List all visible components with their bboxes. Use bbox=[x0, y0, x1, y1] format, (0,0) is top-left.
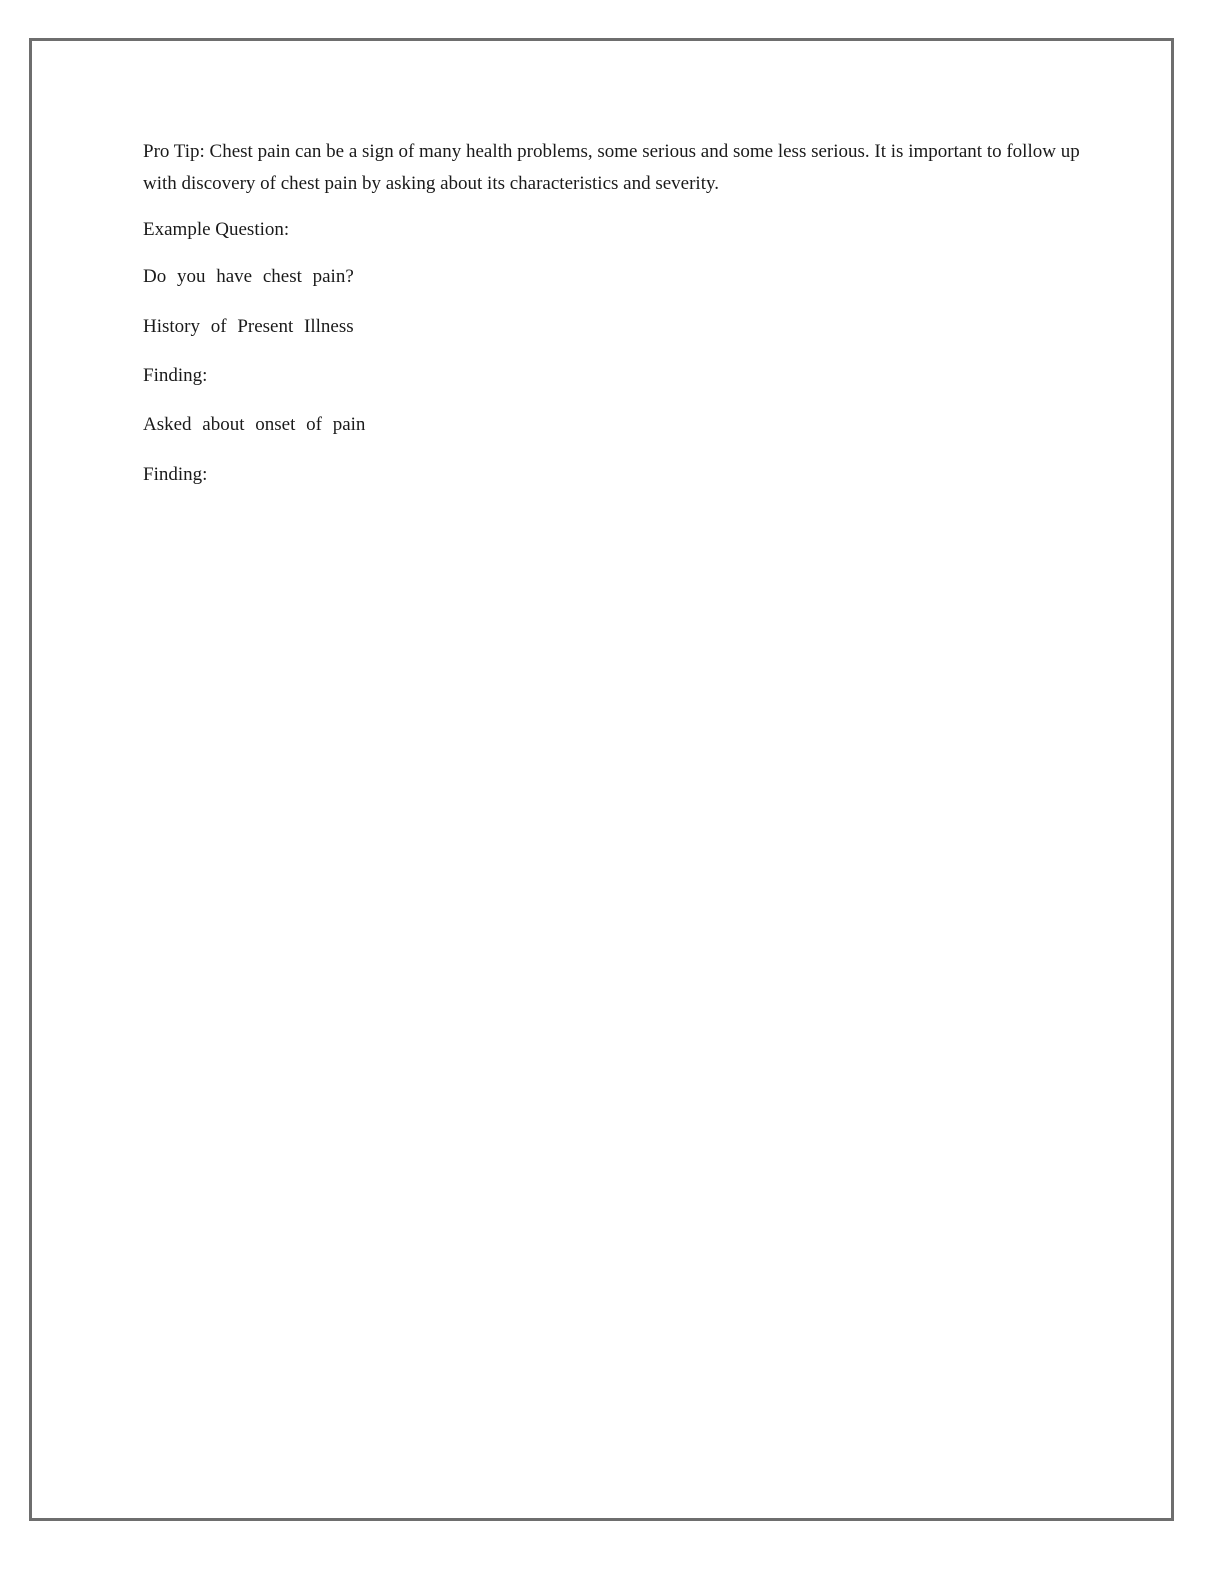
finding-item: Asked about onset of pain bbox=[143, 414, 366, 435]
section-heading: History of Present Illness bbox=[143, 316, 354, 337]
example-question-label: Example Question: bbox=[143, 219, 290, 240]
question-text: Do you have chest pain? bbox=[143, 266, 354, 287]
document-body bbox=[143, 136, 1083, 213]
pro-tip-paragraph: Pro Tip: Chest pain can be a sign of many health problems, some serious and some less serious. It is important to follow up with discovery of chest pain by asking about its characteristics and severity. bbox=[143, 141, 1080, 194]
finding-label: Finding: bbox=[143, 464, 208, 485]
finding-label: Finding: bbox=[143, 365, 208, 386]
